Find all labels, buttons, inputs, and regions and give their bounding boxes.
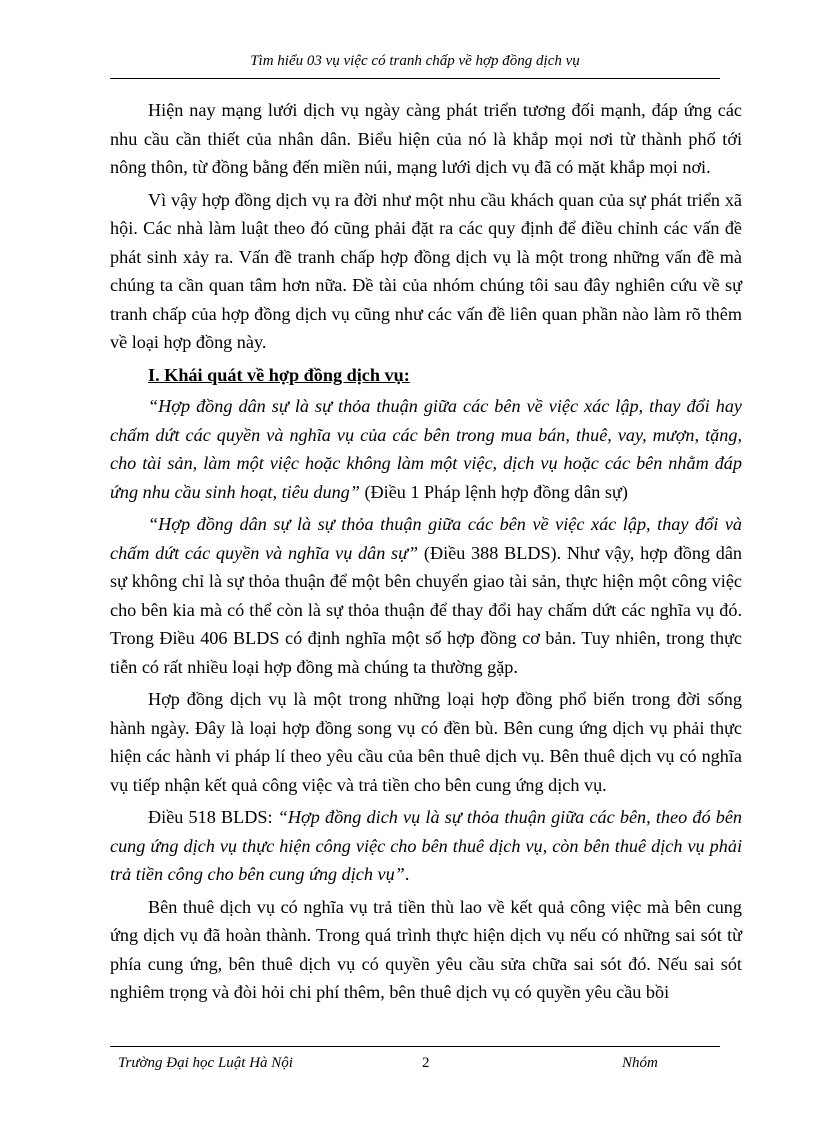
paragraph-1: Hiện nay mạng lưới dịch vụ ngày càng phát triển tương đối mạnh, đáp ứng các nhu cầu cần thiết của nhân dân. Biểu hiện của nó là khắp mọi nơi từ thành phố tới nông thôn, từ đồng bằng đến miền núi, mạng lưới dịch vụ đã có mặt khắp mọi nơi. <box>110 100 742 177</box>
paragraph-6-end: . <box>404 864 410 884</box>
quote-article-388: “Hợp đồng dân sự là sự thỏa thuận giữa các bên về việc xác lập, thay đổi và chấm dứt các quyền và nghĩa vụ dân sự” <box>110 514 742 563</box>
footer-group: Nhóm <box>622 1055 658 1071</box>
page-footer <box>110 1046 720 1072</box>
page-header <box>110 50 720 79</box>
section-heading-text: I. Khái quát về hợp đồng dịch vụ: <box>148 364 410 385</box>
citation-ordinance: (Điều 1 Pháp lệnh hợp đồng dân sự) <box>359 481 628 502</box>
article-518-label: Điều 518 BLDS: <box>148 807 278 827</box>
paragraph-3 <box>110 392 742 506</box>
document-body <box>110 96 742 1011</box>
header-title: Tìm hiểu 03 vụ việc có tranh chấp về hợp đồng dịch vụ <box>250 53 580 69</box>
paragraph-5: Hợp đồng dịch vụ là một trong những loại hợp đồng phổ biến trong đời sống hành ngày. Đây là loại hợp đồng song vụ có đền bù. Bên cung ứng dịch vụ phải thực hiện các hành vi pháp lí theo yêu cầu của bên thuê dịch vụ. Bên thuê dịch vụ có nghĩa vụ tiếp nhận kết quả công việc và trả tiền cho bên cung ứng dịch vụ. <box>110 689 742 795</box>
footer-school: Trường Đại học Luật Hà Nội <box>118 1055 293 1071</box>
quote-article-518: “Hợp đồng dich vụ là sự thỏa thuận giữa các bên, theo đó bên cung ứng dịch vụ thực hiện công việc cho bên thuê dịch vụ, còn bên thuê dịch vụ phải trả tiền công cho bên cung ứng dịch vụ” <box>110 807 742 884</box>
paragraph-4 <box>110 510 742 681</box>
paragraph-4-text: (Điều 388 BLDS). Như vậy, hợp đồng dân sự không chỉ là sự thỏa thuận để một bên chuyển giao tài sản, thực hiện một công việc cho bên kia mà có thể còn là sự thỏa thuận để thay đổi hay chấm dứt các nghĩa vụ đó. Trong Điều 406 BLDS có định nghĩa một số hợp đồng cơ bản. Tuy nhiên, trong thực tiễn có rất nhiều loại hợp đồng mà chúng ta thường gặp. <box>110 542 742 677</box>
paragraph-7: Bên thuê dịch vụ có nghĩa vụ trả tiền thù lao về kết quả công việc mà bên cung ứng dịch vụ đã hoàn thành. Trong quá trình thực hiện dịch vụ nếu có những sai sót từ phía cung ứng, bên thuê dịch vụ có quyền yêu cầu sửa chữa sai sót đó. Nếu sai sót nghiêm trọng và đòi hỏi chi phí thêm, bên thuê dịch vụ có quyền yêu cầu bồi <box>110 896 742 1002</box>
quote-civil-contract-ordinance: “Hợp đồng dân sự là sự thỏa thuận giữa các bên về việc xác lập, thay đổi hay chấm dứt các quyền và nghĩa vụ của các bên trong mua bán, thuê, vay, mượn, tặng, cho tài sản, làm một việc hoặc không làm một việc, dịch vụ hoặc các bên nhằm đáp ứng nhu cầu sinh hoạt, tiêu dung” <box>110 396 742 502</box>
footer-page-number: 2 <box>422 1055 430 1071</box>
paragraph-6 <box>110 803 742 889</box>
paragraph-2: Vì vậy hợp đồng dịch vụ ra đời như một nhu cầu khách quan của sự phát triển xã hội. Các nhà làm luật theo đó cũng phải đặt ra các quy định để điều chỉnh các vấn đề phát sinh xảy ra. Vấn đề tranh chấp hợp đồng dịch vụ là một trong những vấn đề mà chúng ta cần quan tâm hơn nữa. Đề tài của nhóm chúng tôi sau đây nghiên cứu về sự tranh chấp của hợp đồng dịch vụ cũng như các vấn đề liên quan phần nào làm rõ thêm về loại hợp đồng này. <box>110 189 742 352</box>
section-heading <box>110 361 742 390</box>
